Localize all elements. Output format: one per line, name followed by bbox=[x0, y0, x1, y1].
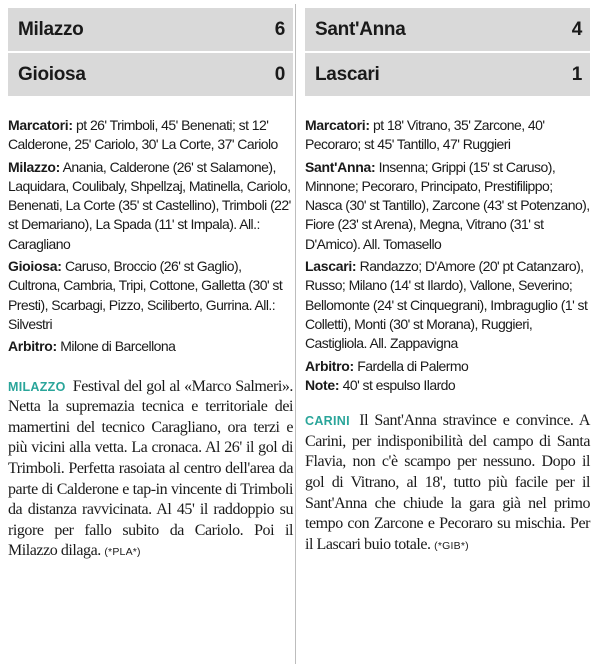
notes bbox=[305, 376, 590, 395]
referee-text: Fardella di Palermo bbox=[353, 357, 469, 374]
referee-label: Arbitro: bbox=[305, 357, 354, 374]
home-lineup-label: Sant'Anna: bbox=[305, 158, 376, 175]
article-signature: (*GIB*) bbox=[434, 539, 469, 552]
match-details bbox=[305, 116, 590, 395]
match-article bbox=[305, 411, 590, 556]
away-team-goals: 0 bbox=[274, 63, 285, 85]
home-lineup-text: Anania, Calderone (26' st Salamone), Laquidara, Coulibaly, Shpellzaj, Matinella, Cariolo, Benenati, La Corte (35' st Castellino), Trimboli (22' st Demariano), La Spada (11' st Impala). All.: Caragliano bbox=[8, 158, 291, 252]
home-team-name: Milazzo bbox=[18, 18, 84, 40]
away-lineup-label: Lascari: bbox=[305, 258, 357, 275]
home-team-row bbox=[305, 8, 590, 51]
home-lineup-label: Milazzo: bbox=[8, 158, 61, 175]
scorers bbox=[305, 116, 590, 155]
home-lineup-text: Insenna; Grippi (15' st Caruso), Minnone; Pecoraro, Principato, Prestifilippo; Nasca (30' st Tantillo), Zarcone (43' st Potenzano), Fiore (23' st Arena), Megna, Vitrano (31' st D'Amico). All. Tomasello bbox=[305, 158, 590, 252]
notes-label: Note: bbox=[305, 376, 340, 393]
away-team-name: Gioiosa bbox=[18, 63, 86, 85]
scoreboard bbox=[305, 8, 590, 96]
away-lineup-label: Gioiosa: bbox=[8, 258, 62, 275]
match-article bbox=[8, 377, 293, 563]
match-report-santanna-lascari bbox=[305, 0, 590, 556]
article-text: Il Sant'Anna stravince e convince. A Carini, per indisponibilità del campo di Santa Flavia, non c'è scampo per nessuno. Dopo il gol di Vitrano, al 18', tutto più facile per il Sant'Anna che chiude la gara già nel primo tempo con Zarcone e Pecoraro su mischia. Per il Lascari buio totale. bbox=[305, 412, 590, 553]
away-team-row bbox=[8, 51, 293, 96]
home-team-goals: 6 bbox=[274, 18, 285, 40]
scorers bbox=[8, 116, 293, 155]
scorers-label: Marcatori: bbox=[305, 117, 370, 133]
away-lineup bbox=[8, 257, 293, 334]
home-lineup bbox=[8, 158, 293, 254]
home-team-goals: 4 bbox=[571, 18, 582, 40]
article-dateline: CARINI bbox=[305, 414, 350, 429]
referee-text: Milone di Barcellona bbox=[56, 338, 176, 355]
referee bbox=[305, 357, 590, 376]
away-team-goals: 1 bbox=[571, 63, 582, 85]
article-signature: (*PLA*) bbox=[104, 546, 141, 559]
match-report-milazzo-gioiosa bbox=[8, 0, 293, 563]
scorers-text: pt 26' Trimboli, 45' Benenati; st 12' Calderone, 25' Cariolo, 30' La Corte, 37' Cariolo bbox=[8, 117, 278, 153]
match-details bbox=[8, 116, 293, 357]
away-team-row bbox=[305, 51, 590, 96]
article-dateline: MILAZZO bbox=[8, 379, 66, 394]
article-text: Festival del gol al «Marco Salmeri». Netta la supremazia tecnica e territoriale dei mamertini del tecnico Caragliano, ora terzi e più vicini alla vetta. La cronaca. Al 26' il gol di Trimboli. Perfetta rasoiata al centro dell'area da parte di Calderone e tap-in vincente di Trimboli da distanza ravvicinata. Al 45' il raddoppio su rigore per fallo subito da Cariolo. Poi il Milazzo dilaga. bbox=[8, 377, 293, 560]
away-lineup bbox=[305, 257, 590, 353]
home-lineup bbox=[305, 158, 590, 254]
column-divider bbox=[295, 4, 296, 664]
scoreboard bbox=[8, 8, 293, 96]
away-lineup-text: Randazzo; D'Amore (20' pt Catanzaro), Russo; Milano (14' st Ilardo), Vallone, Severino; Bellomonte (24' st Cinquegrani), Imbraguglio (1' st Colletti), Monti (30' st Morana), Ruggieri, Castigliola. All. Zappavigna bbox=[305, 258, 588, 352]
away-lineup-text: Caruso, Broccio (26' st Gaglio), Cultrona, Cambria, Tripi, Cottone, Galletta (30' st Presti), Scarbagi, Pizzo, Sciliberto, Gurrina. All.: Silvestri bbox=[8, 258, 283, 332]
referee bbox=[8, 337, 293, 356]
notes-text: 40' st espulso Ilardo bbox=[339, 376, 456, 393]
home-team-name: Sant'Anna bbox=[315, 18, 406, 40]
home-team-row bbox=[8, 8, 293, 51]
away-team-name: Lascari bbox=[315, 63, 380, 85]
referee-label: Arbitro: bbox=[8, 338, 57, 355]
scorers-label: Marcatori: bbox=[8, 117, 73, 133]
scorers-text: pt 18' Vitrano, 35' Zarcone, 40' Pecoraro; st 45' Tantillo, 47' Ruggieri bbox=[305, 117, 545, 153]
